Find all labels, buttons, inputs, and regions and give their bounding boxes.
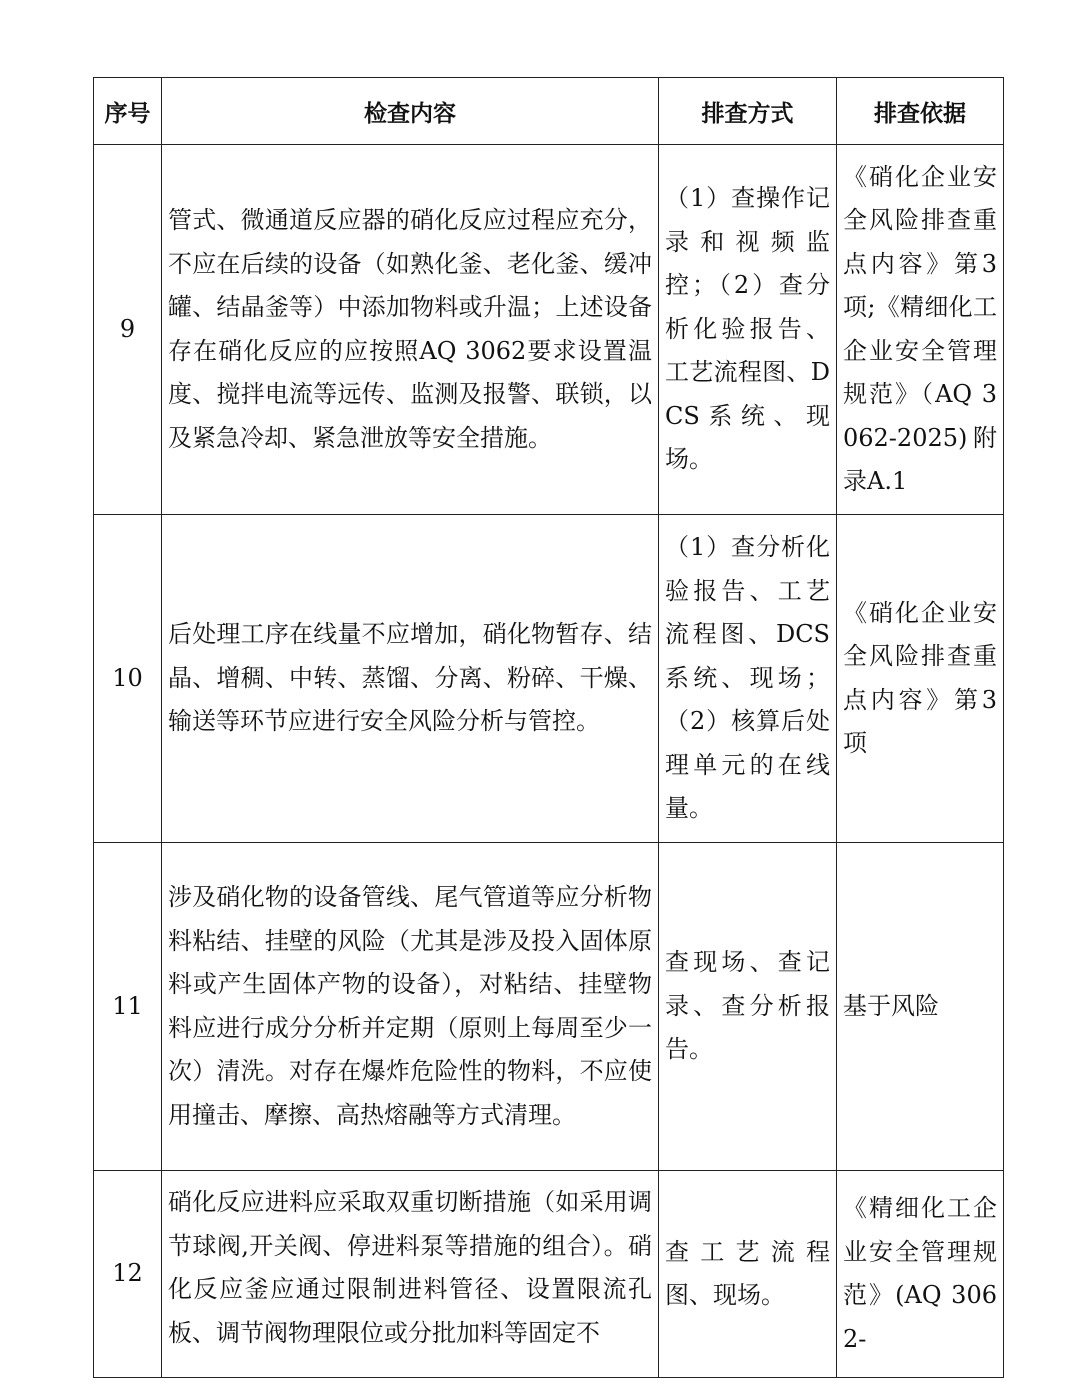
row-check-content: 后处理工序在线量不应增加，硝化物暂存、结晶、增稠、中转、蒸馏、分离、粉碎、干燥、输送等环节应进行安全风险分析与管控。 (162, 515, 659, 843)
row-check-content: 涉及硝化物的设备管线、尾气管道等应分析物料粘结、挂壁的风险（尤其是涉及投入固体原料或产生固体产物的设备），对粘结、挂壁物料应进行成分分析并定期（原则上每周至少一次）清洗。对存在爆炸危险性的物料，不应使用撞击、摩擦、高热熔融等方式清理。 (162, 843, 659, 1171)
table-header-row (94, 78, 1004, 145)
row-check-method: （1）查分析化验报告、工艺流程图、DCS系统、现场；（2）核算后处理单元的在线量。 (659, 515, 837, 843)
row-serial-no: 12 (94, 1171, 162, 1378)
row-check-content: 管式、微通道反应器的硝化反应过程应充分，不应在后续的设备（如熟化釜、老化釜、缓冲罐、结晶釜等）中添加物料或升温；上述设备存在硝化反应的应按照AQ 3062要求设置温度、搅拌电流等远传、监测及报警、联锁，以及紧急冷却、紧急泄放等安全措施。 (162, 145, 659, 515)
row-check-basis: 基于风险 (837, 843, 1004, 1171)
table-row (94, 515, 1004, 843)
row-serial-no: 10 (94, 515, 162, 843)
inspection-table (93, 77, 1004, 1378)
row-check-method: （1）查操作记录和视频监控；（2）查分析化验报告、工艺流程图、DCS系统、现场。 (659, 145, 837, 515)
row-check-content: 硝化反应进料应采取双重切断措施（如采用调节球阀,开关阀、停进料泵等措施的组合）。硝化反应釜应通过限制进料管径、设置限流孔板、调节阀物理限位或分批加料等固定不 (162, 1171, 659, 1378)
header-check-basis: 排查依据 (837, 78, 1004, 145)
row-serial-no: 11 (94, 843, 162, 1171)
row-check-basis: 《精细化工企业安全管理规范》(AQ 3062- (837, 1171, 1004, 1378)
row-check-basis: 《硝化企业安全风险排查重点内容》第3项 (837, 515, 1004, 843)
row-check-basis: 《硝化企业安全风险排查重点内容》第3项;《精细化工企业安全管理规范》（AQ 3062-2025)附录A.1 (837, 145, 1004, 515)
header-check-content: 检查内容 (162, 78, 659, 145)
row-check-method: 查现场、查记录、查分析报告。 (659, 843, 837, 1171)
table-row (94, 145, 1004, 515)
row-check-method: 查工艺流程图、现场。 (659, 1171, 837, 1378)
row-serial-no: 9 (94, 145, 162, 515)
table-row (94, 843, 1004, 1171)
header-check-method: 排查方式 (659, 78, 837, 145)
table-row (94, 1171, 1004, 1378)
header-serial-no: 序号 (94, 78, 162, 145)
